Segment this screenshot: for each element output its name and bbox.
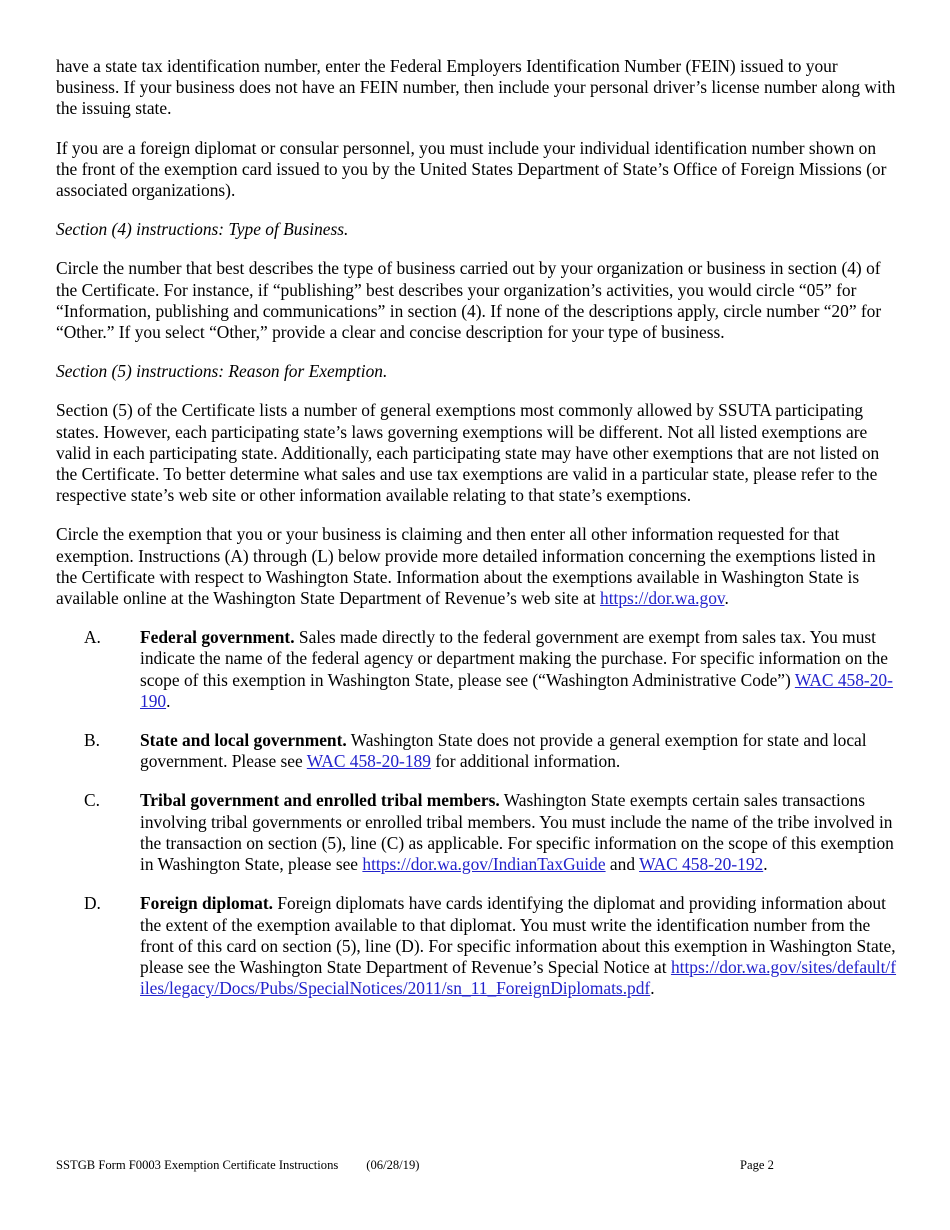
item-term: State and local government. [140,730,347,751]
paragraph-foreign-diplomat-id: If you are a foreign diplomat or consular personnel, you must include your individual identification number shown on the front of the exemption card issued to you by the United States Department of State’s Office of Foreign Missions (or associated organizations). [56,137,887,201]
dor-website-link[interactable]: https://dor.wa.gov [600,588,725,609]
list-item-foreign-diplomat [56,893,898,999]
wac-458-20-189-link[interactable]: WAC 458-20-189 [306,751,431,772]
section-5-heading: Section (5) instructions: Reason for Exemption. [56,361,388,382]
paragraph-type-of-business: Circle the number that best describes the type of business carried out by your organization or business in section (4) of the Certificate. For instance, if “publishing” best describes your organization’s activities, you would circle “05” for “Information, publishing and communications” in section (4). If none of the descriptions apply, circle number “20” for “Other.” If you select “Other,” provide a clear and concise description for your type of business. [56,258,882,343]
item-text: Washington State exempts certain sales transactions involving tribal governments or enrolled tribal members. You must include the name of the tribe involved in the transaction on section (5), line (C) as applicable. For specific information on the scope of this exemption in Washington State, please see [140,790,894,875]
item-text: Washington State does not provide a general exemption for state and local government. Please see [140,730,867,772]
period: . [724,588,729,609]
footer-form-title: SSTGB Form F0003 Exemption Certificate Instructions [56,1158,339,1172]
item-end: . [650,978,655,999]
item-end: . [166,690,171,711]
page-content [56,56,898,1017]
footer-revision-date: (06/28/19) [366,1158,420,1172]
paragraph-reason-for-exemption: Section (5) of the Certificate lists a number of general exemptions most commonly allowed by SSUTA participating states. However, each participating state’s laws governing exemptions will be different. Not all listed exemptions are valid in each participating state. Additionally, each participating state may have other exemptions that are not listed on the Certificate. To better determine what sales and use tax exemptions are valid in a particular state, please refer to the respective state’s web site or other information available relating to that state’s exemptions. [56,400,880,506]
footer-page-number: Page 2 [740,1158,774,1172]
paragraph-circle-exemption [56,524,898,609]
item-term: Tribal government and enrolled tribal members. [140,790,500,811]
list-item-state-local-government [56,730,898,772]
item-end: . [763,854,768,875]
wac-458-20-190-link[interactable]: WAC 458-20-190 [140,669,893,711]
item-term: Foreign diplomat. [140,893,274,914]
list-item-federal-government [56,627,898,712]
item-letter: A. [84,627,101,648]
footer-form-info [56,1158,419,1173]
item-letter: C. [84,790,100,811]
item-body [140,790,898,875]
item-conjunction: and [605,854,640,875]
paragraph-identification-number: have a state tax identification number, enter the Federal Employers Identification Number (FEIN) issued to your business. If your business does not have an FEIN number, then include your personal driver’s license number along with the issuing state. [56,56,896,119]
item-body [140,893,898,999]
item-letter: B. [84,730,100,751]
list-item-tribal-government [56,790,898,875]
item-body [140,730,898,772]
item-body [140,627,898,712]
indian-tax-guide-link[interactable]: https://dor.wa.gov/IndianTaxGuide [362,854,606,875]
foreign-diplomat-special-notice-link[interactable]: https://dor.wa.gov/sites/default/files/legacy/Docs/Pubs/SpecialNotices/2011/sn_11_ForeignDiplomats.pdf [140,956,897,999]
item-text: Sales made directly to the federal government are exempt from sales tax. You must indicate the name of the federal agency or department making the purchase. For specific information on the scope of this exemption in Washington State, please see (“Washington Administrative Code”) [140,627,888,690]
item-text: Foreign diplomats have cards identifying the diplomat and providing information about the extent of the exemption available to that diplomat. You must write the identification number from the front of this card on section (5), line (D). For specific information about this exemption in Washington State, please see the Washington State Department of Revenue’s Special Notice at [140,893,896,977]
item-term: Federal government. [140,627,295,648]
item-letter: D. [84,893,101,914]
section-4-heading: Section (4) instructions: Type of Business. [56,219,349,240]
paragraph-circle-exemption-text: Circle the exemption that you or your business is claiming and then enter all other information requested for that exemption. Instructions (A) through (L) below provide more detailed information concerning the exemptions listed in the Certificate with respect to Washington State. Information about the exemptions available in Washington State is available online at the Washington State Department of Revenue’s web site at [56,524,876,609]
item-end: for additional information. [430,751,621,772]
wac-458-20-192-link[interactable]: WAC 458-20-192 [639,854,764,875]
